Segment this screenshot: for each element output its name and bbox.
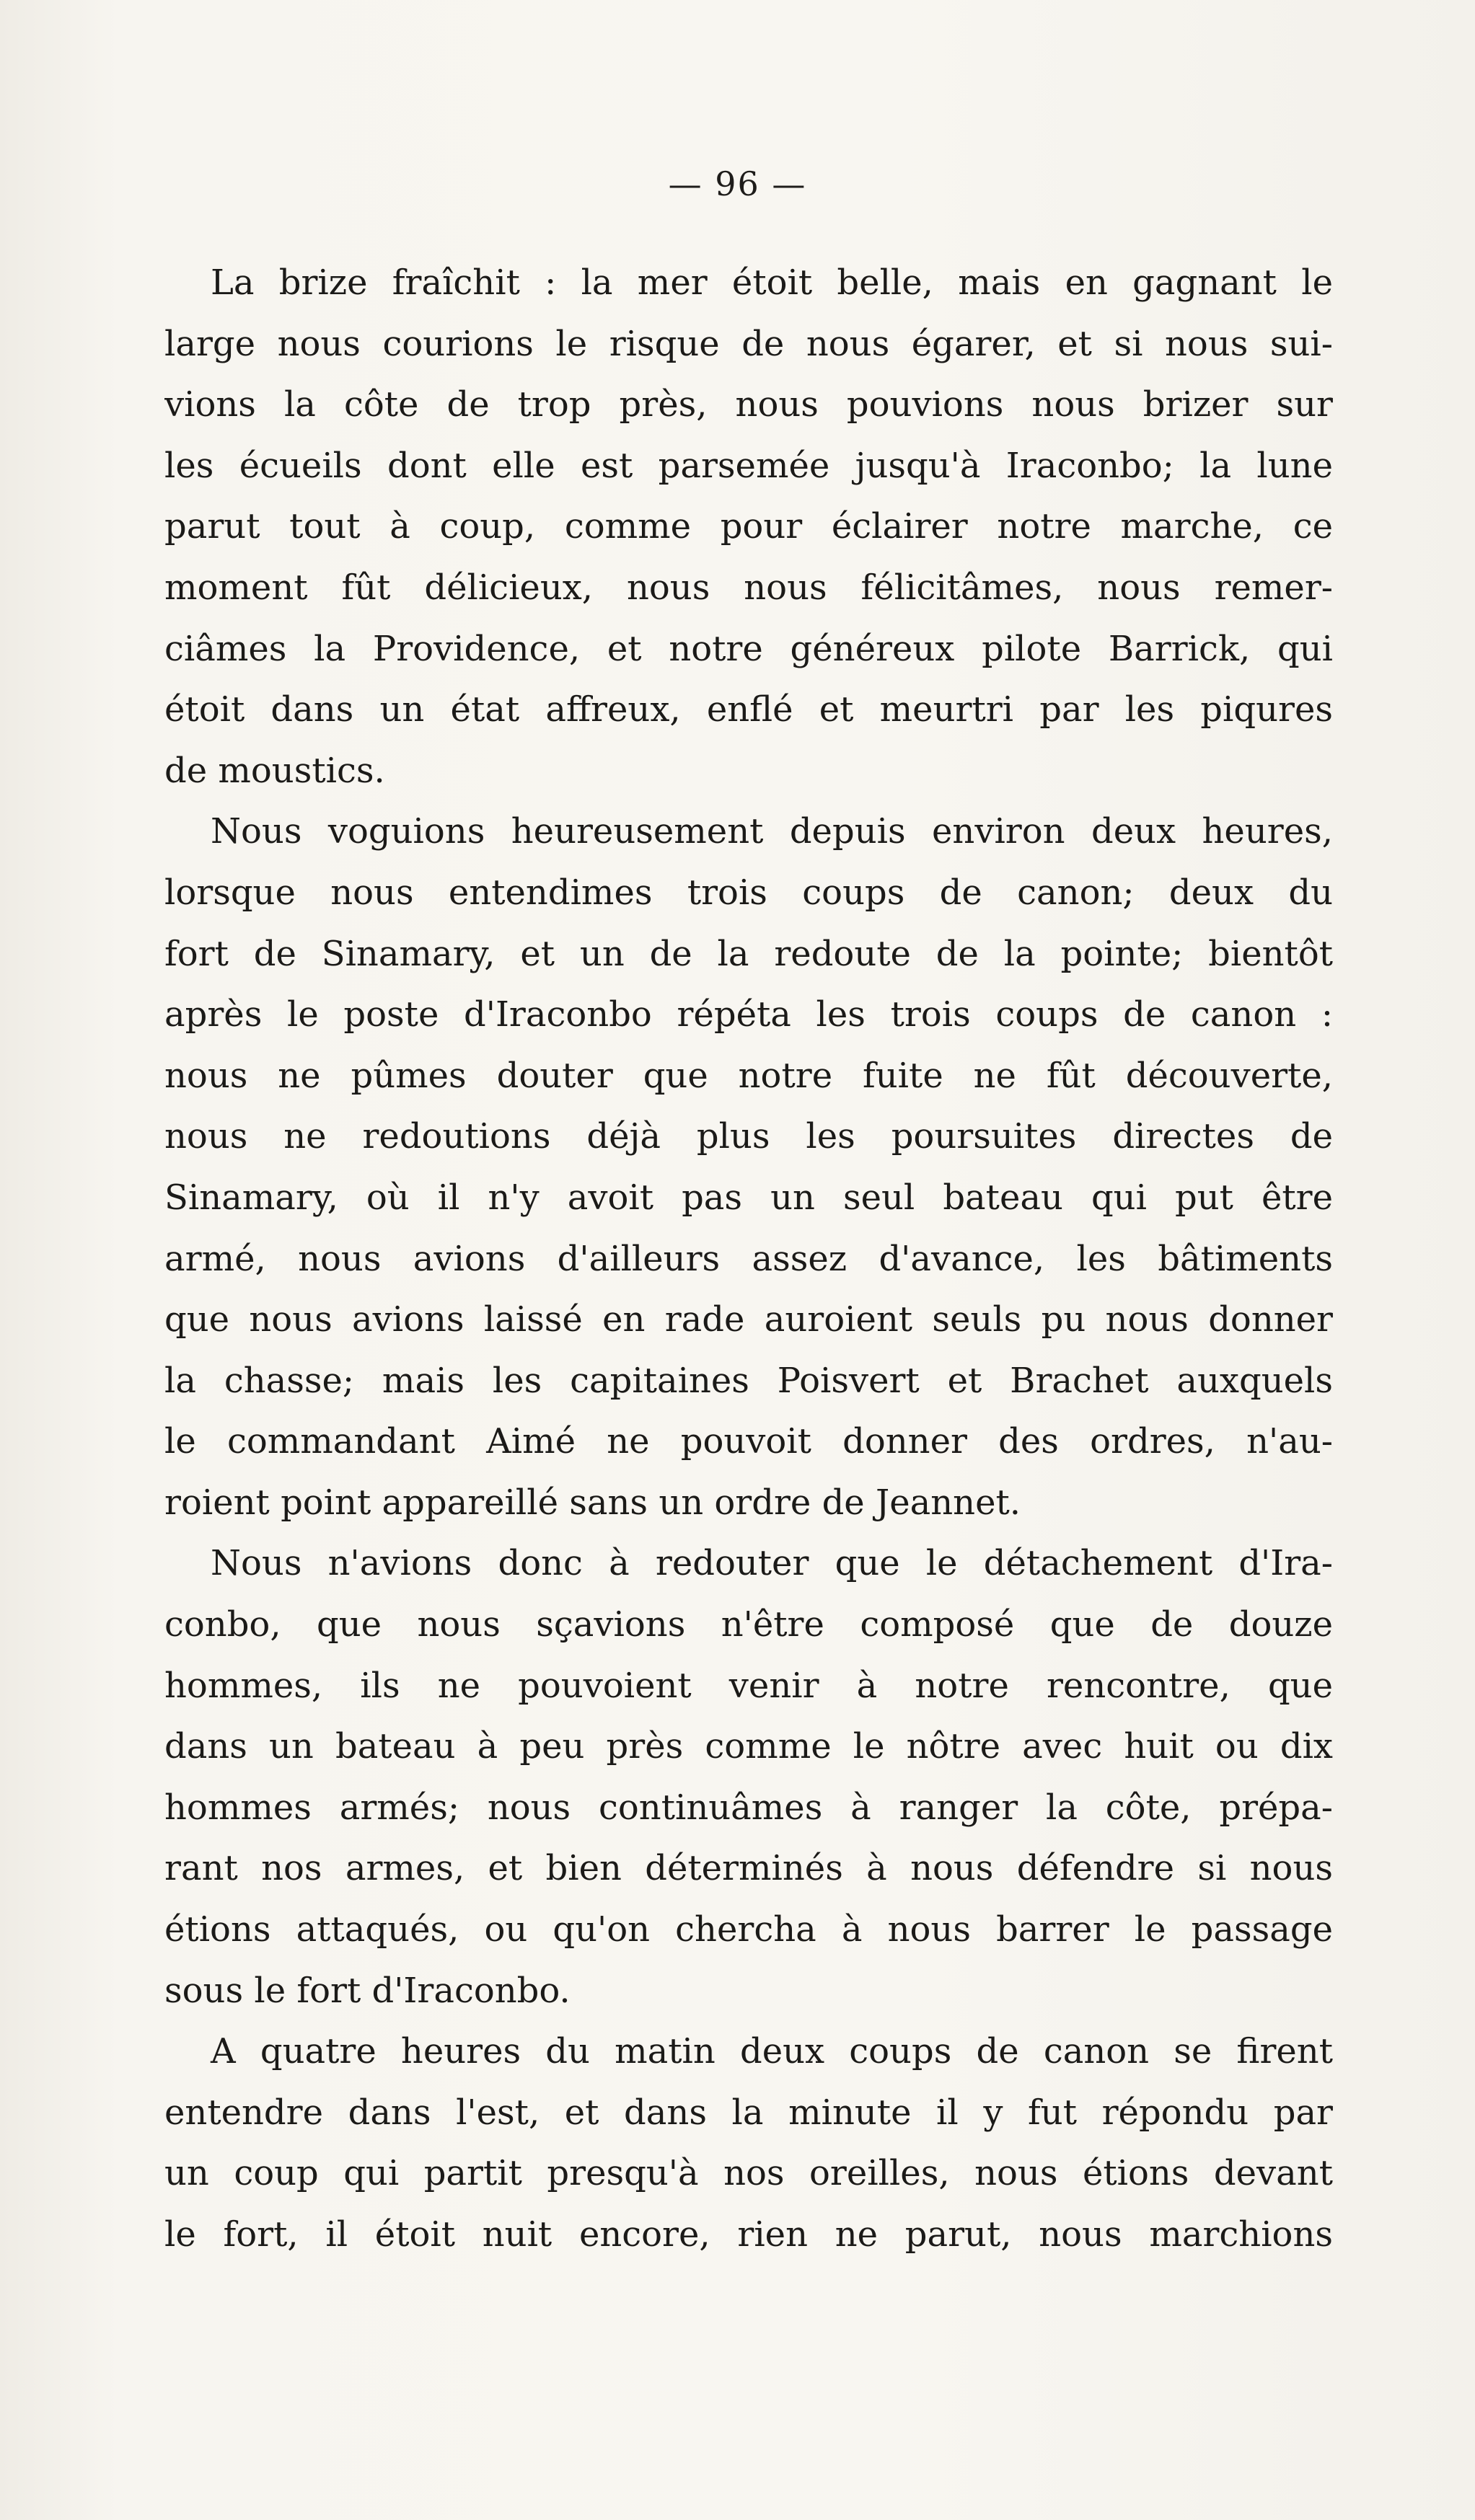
text-line: armé, nous avions d'ailleurs assez d'avance, les bâtiments	[164, 1238, 1333, 1279]
text-line: dans un bateau à peu près comme le nôtre avec huit ou dix	[164, 1726, 1333, 1767]
text-line: La brize fraîchit : la mer étoit belle, mais en gagnant le	[211, 262, 1333, 303]
text-line: Nous n'avions donc à redouter que le détachement d'Ira-	[211, 1543, 1333, 1584]
text-line: roient point appareillé sans un ordre de Jeannet.	[164, 1482, 1021, 1523]
text-line: un coup qui partit presqu'à nos oreilles, nous étions devant	[164, 2153, 1333, 2194]
text-line: sous le fort d'Iraconbo.	[164, 1970, 571, 2011]
text-line: nous ne redoutions déjà plus les poursuites directes de	[164, 1116, 1333, 1157]
text-line: étions attaqués, ou qu'on chercha à nous barrer le passage	[164, 1909, 1333, 1950]
text-line: moment fût délicieux, nous nous félicitâmes, nous remer-	[164, 567, 1333, 608]
text-line: parut tout à coup, comme pour éclairer notre marche, ce	[164, 506, 1333, 547]
paragraph-2	[164, 801, 1333, 1533]
text-line: de moustics.	[164, 750, 385, 791]
text-line: après le poste d'Iraconbo répéta les trois coups de canon :	[164, 994, 1333, 1035]
text-line: la chasse; mais les capitaines Poisvert et Brachet auxquels	[164, 1360, 1333, 1401]
text-line: Sinamary, où il n'y avoit pas un seul bateau qui put être	[164, 1177, 1333, 1218]
text-line: rant nos armes, et bien déterminés à nous défendre si nous	[164, 1848, 1333, 1889]
text-line: hommes, ils ne pouvoient venir à notre rencontre, que	[164, 1665, 1333, 1706]
text-line: étoit dans un état affreux, enflé et meurtri par les piqures	[164, 689, 1333, 730]
text-line: vions la côte de trop près, nous pouvions nous brizer sur	[164, 384, 1333, 425]
body-text	[164, 252, 1333, 2265]
text-line: le fort, il étoit nuit encore, rien ne parut, nous marchions	[164, 2214, 1333, 2255]
text-line: ciâmes la Providence, et notre généreux pilote Barrick, qui	[164, 628, 1333, 669]
paragraph-4	[164, 2021, 1333, 2265]
text-line: fort de Sinamary, et un de la redoute de la pointe; bientôt	[164, 933, 1333, 974]
text-line: nous ne pûmes douter que notre fuite ne fût découverte,	[164, 1055, 1333, 1096]
text-line: conbo, que nous sçavions n'être composé que de douze	[164, 1604, 1333, 1645]
text-line: que nous avions laissé en rade auroient seuls pu nous donner	[164, 1299, 1333, 1340]
text-line: Nous voguions heureusement depuis environ deux heures,	[211, 811, 1333, 852]
text-line: les écueils dont elle est parsemée jusqu'à Iraconbo; la lune	[164, 445, 1333, 486]
text-line: large nous courions le risque de nous égarer, et si nous sui-	[164, 323, 1333, 364]
text-line: lorsque nous entendimes trois coups de canon; deux du	[164, 872, 1333, 913]
page-number: — 96 —	[668, 164, 807, 203]
paragraph-3	[164, 1533, 1333, 2021]
text-line: hommes armés; nous continuâmes à ranger la côte, prépa-	[164, 1787, 1333, 1828]
text-line: entendre dans l'est, et dans la minute il y fut répondu par	[164, 2092, 1333, 2133]
text-line: le commandant Aimé ne pouvoit donner des ordres, n'au-	[164, 1421, 1333, 1462]
text-line: A quatre heures du matin deux coups de canon se firent	[211, 2031, 1333, 2072]
paragraph-1	[164, 252, 1333, 801]
